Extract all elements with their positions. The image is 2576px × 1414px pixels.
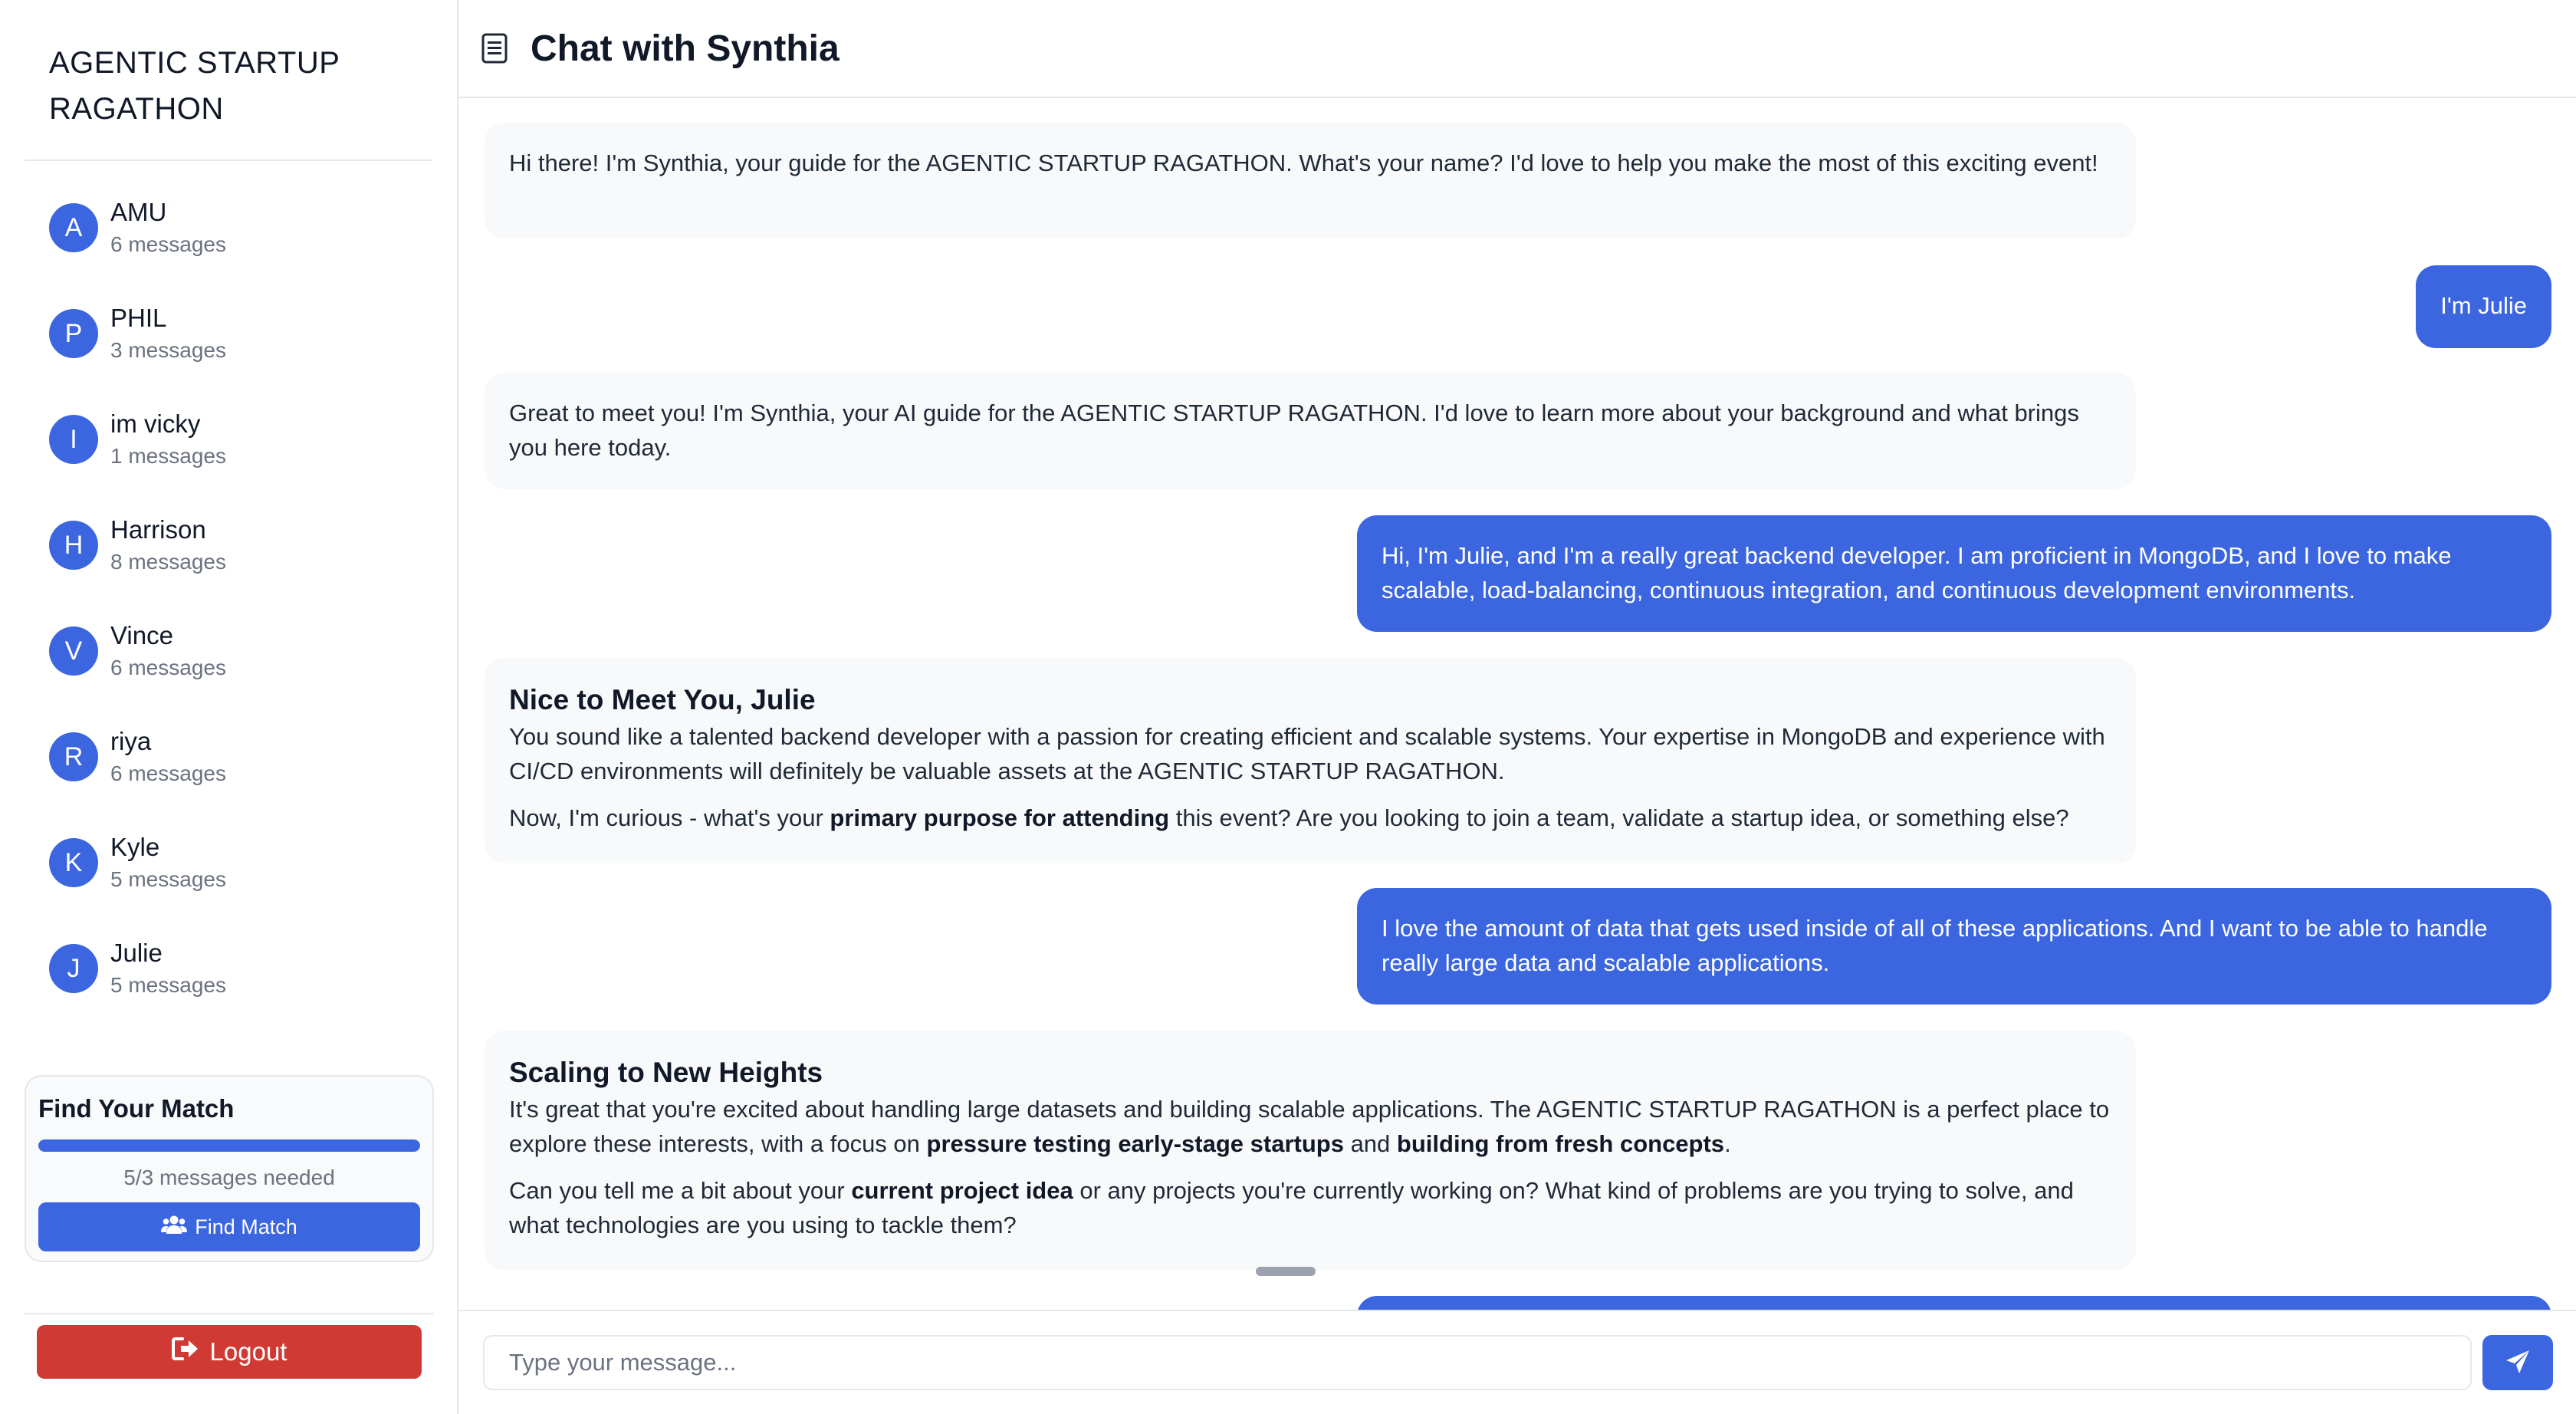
paper-plane-icon — [2505, 1349, 2531, 1377]
bot-message — [485, 123, 2136, 239]
message-count: 5 messages — [110, 867, 226, 891]
message-count: 6 messages — [110, 761, 226, 785]
message-heading: Scaling to New Heights — [509, 1057, 823, 1088]
bot-message — [485, 658, 2136, 863]
message-text: Now, I'm curious - what's your primary purpose for attending this event? Are you looking to join a team, validate a startup idea, or something else? — [509, 804, 2069, 831]
sidebar-footer — [25, 1313, 434, 1379]
user-name: Julie — [110, 939, 163, 967]
avatar: J — [49, 944, 98, 993]
user-name: PHIL — [110, 304, 167, 332]
logout-button[interactable] — [37, 1325, 422, 1379]
users-icon — [161, 1215, 187, 1240]
avatar: R — [49, 732, 98, 781]
user-item-phil[interactable] — [0, 281, 457, 386]
match-progress-bar — [38, 1139, 420, 1152]
user-message — [2416, 265, 2551, 348]
match-progress-fill — [38, 1139, 420, 1152]
message-list — [458, 100, 2576, 1310]
message-text: Can you tell me a bit about your current project idea or any projects you're currently working on? What kind of problems are you trying to solve, and what technologies are you using to tackle them? — [509, 1177, 2074, 1238]
user-message-partial — [1357, 1296, 2551, 1310]
message-count: 3 messages — [110, 338, 226, 362]
message-count: 8 messages — [110, 550, 226, 574]
user-message — [1357, 515, 2551, 632]
avatar: K — [49, 838, 98, 887]
message-text: Hi there! I'm Synthia, your guide for the AGENTIC STARTUP RAGATHON. What's your name? I'd love to help you make the most of this exciting event! — [509, 150, 2098, 176]
find-match-button[interactable] — [38, 1202, 420, 1251]
scroll-handle[interactable] — [1256, 1267, 1316, 1276]
user-list — [0, 161, 457, 1021]
find-match-card — [25, 1075, 434, 1262]
message-text: I'm Julie — [2440, 292, 2527, 319]
user-item-riya[interactable] — [0, 704, 457, 810]
message-heading: Nice to Meet You, Julie — [509, 684, 816, 715]
user-item-kyle[interactable] — [0, 810, 457, 916]
menu-lines-icon[interactable] — [481, 33, 508, 64]
avatar: P — [49, 309, 98, 358]
message-text: You sound like a talented backend developer with a passion for creating efficient and scalable systems. Your expertise in MongoDB and experience with CI/CD environments will definitely be valuable assets at the AGENTIC STARTUP RAGATHON. — [509, 723, 2105, 784]
user-name: Kyle — [110, 833, 160, 861]
user-item-vince[interactable] — [0, 598, 457, 704]
chat-panel — [458, 0, 2576, 1414]
user-item-harrison[interactable] — [0, 492, 457, 598]
avatar: V — [49, 626, 98, 676]
avatar: I — [49, 415, 98, 464]
user-name: AMU — [110, 198, 167, 226]
message-composer — [458, 1310, 2576, 1414]
message-count: 5 messages — [110, 973, 226, 997]
message-text: I love the amount of data that gets used inside of all of these applications. And I want to be able to handle really large data and scalable applications. — [1382, 915, 2488, 976]
user-name: im vicky — [110, 409, 201, 438]
message-count: 6 messages — [110, 656, 226, 679]
find-match-label: Find Match — [195, 1215, 297, 1238]
message-text: It's great that you're excited about handling large datasets and building scalable applications. The AGENTIC STARTUP RAGATHON is a perfect place to explore these interests, with a focus on pressure testing early-stage startups and building from fresh concepts. — [509, 1096, 2110, 1157]
message-text: Great to meet you! I'm Synthia, your AI guide for the AGENTIC STARTUP RAGATHON. I'd love to learn more about your background and what brings you here today. — [509, 400, 2079, 461]
avatar: H — [49, 521, 98, 570]
sign-out-icon — [172, 1337, 199, 1367]
chat-header — [458, 0, 2576, 98]
user-name: riya — [110, 727, 152, 755]
user-name: Vince — [110, 621, 173, 649]
logout-label: Logout — [209, 1337, 288, 1366]
bot-message — [485, 373, 2136, 489]
message-text: Hi, I'm Julie, and I'm a really great backend developer. I am proficient in MongoDB, and I love to make scalable, load-balancing, continuous integration, and continuous development environments. — [1382, 542, 2452, 603]
message-count: 1 messages — [110, 444, 226, 468]
message-count: 6 messages — [110, 232, 226, 256]
user-message — [1357, 888, 2551, 1005]
app-brand: AGENTIC STARTUP RAGATHON — [25, 0, 432, 161]
avatar: A — [49, 203, 98, 252]
sidebar — [0, 0, 458, 1414]
find-match-title: Find Your Match — [38, 1094, 235, 1123]
user-item-amu[interactable] — [0, 175, 457, 281]
send-button[interactable] — [2482, 1335, 2553, 1390]
user-name: Harrison — [110, 515, 206, 544]
user-item-julie[interactable] — [0, 916, 457, 1021]
match-status-text: 5/3 messages needed — [123, 1166, 335, 1189]
message-input[interactable] — [483, 1335, 2472, 1390]
page-title: Chat with Synthia — [531, 28, 840, 69]
user-item-im-vicky[interactable] — [0, 386, 457, 492]
bot-message — [485, 1031, 2136, 1270]
